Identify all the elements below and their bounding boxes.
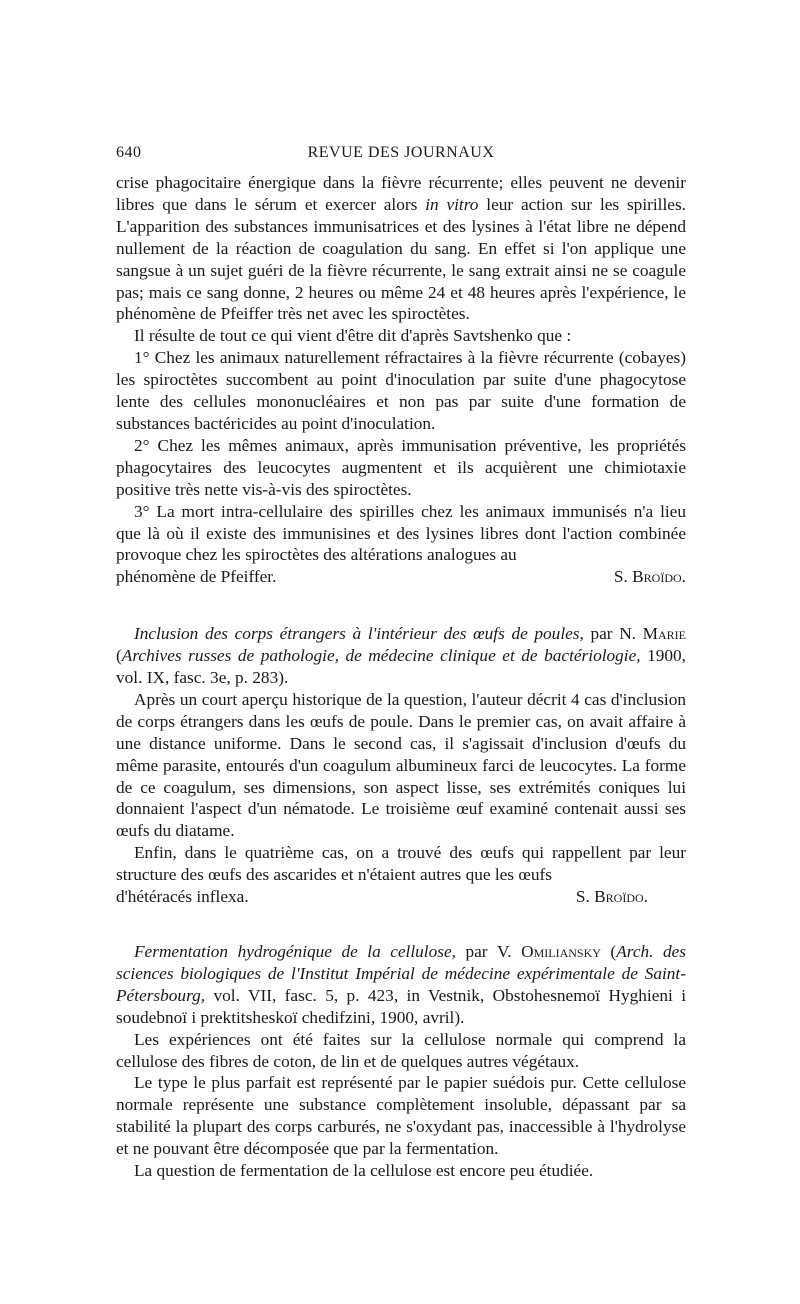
section-savtshenko bbox=[116, 172, 686, 588]
signature-line bbox=[116, 886, 686, 908]
paragraph: 3° La mort intra-cellulaire des spirilles chez les animaux immunisés n'a lieu que là où il existe des immunisines et des lysines libres dont l'action combinée provoque chez les spiroctètes des altérations analogues au bbox=[116, 501, 686, 565]
text-run: leur action sur les spirilles. L'apparition des substances immunisatrices et des lysines à l'état libre ne dépend nullement de la réaction de coagulation du sang. En effet si l'on applique une sangsue à un sujet guéri de la fièvre récurrente, le sang extrait ainsi ne se coagule pas; mais ce sang donne, 2 heures ou même 24 et 48 heures après l'expérience, le phénomène de Pfeiffer très net avec les spiroctètes. bbox=[116, 194, 686, 324]
text-run: par bbox=[583, 624, 613, 644]
author-signature: S. Broïdo. bbox=[613, 567, 686, 587]
paragraph: Les expériences ont été faites sur la cellulose normale qui comprend la cellulose des fibres de coton, de lin et de quelques autres végétaux. bbox=[116, 1029, 686, 1071]
author-signature: S. Broïdo. bbox=[575, 887, 648, 907]
text-run: par bbox=[455, 942, 498, 961]
paragraph-end: phénomène de Pfeiffer. bbox=[116, 567, 277, 587]
page-header bbox=[116, 144, 686, 172]
paragraph: Il résulte de tout ce qui vient d'être dit d'après Savtshenko que : bbox=[134, 326, 572, 346]
paragraph: 2° Chez les mêmes animaux, après immunisation préventive, les propriétés phagocytaires des leucocytes augmentent et ils acquièrent une chimiotaxie positive très nette vis-à-vis des spiroctètes. bbox=[116, 435, 686, 499]
text-run: crise phagocitaire énergique dans la fièvre récurrente; elles peuvent ne devenir libres que dans le sérum et exercer alors bbox=[116, 173, 686, 214]
article-author: N. Marie bbox=[619, 624, 687, 644]
article-citation: Inclusion des corps étrangers à l'intérieur des œufs de poules, par N. Marie (Archives russes de pathologie, de médecine clinique et de bactériologie, 1900, vol. IX, fasc. 3e, p. 283). bbox=[116, 624, 687, 688]
paragraph: Après un court aperçu historique de la question, l'auteur décrit 4 cas d'inclusion de corps étrangers dans les œufs de poule. Dans le premier cas, on avait affaire à une distance uniforme. Dans le second cas, il s'agissait d'inclusion d'œufs du même parasite, entourés d'un coagulum albumineux farci de leucocytes. La forme de ce coagulum, ses dimensions, son aspect lisse, ses extrémités coniques lui donnaient l'aspect d'un nématode. Le troisième œuf examiné contenait aussi ses œufs du diatame. bbox=[116, 689, 686, 841]
paragraph: 1° Chez les animaux naturellement réfractaires à la fièvre récurrente (cobayes) les spiroctètes succombent au point d'inoculation par suite d'une phagocytose lente des cellules mononucléaires et non pas par suite d'une formation de substances bactéricides au point d'inoculation. bbox=[116, 348, 686, 433]
article-citation: Fermentation hydrogénique de la cellulose, par V. Omiliansky (Arch. des sciences biologiques de l'Institut Impérial de médecine expérimentale de Saint-Pétersbourg, vol. VII, fasc. 5, p. 423, in Vestnik, Obstohesnemoï Hyghieni i soudebnoï i prektitsheskoï chedifzini, 1900, avril). bbox=[116, 942, 686, 1027]
paragraph: Enfin, dans le quatrième cas, on a trouvé des œufs qui rappellent par leur structure des œufs des ascarides et n'étaient autres que les œufs bbox=[116, 843, 686, 885]
paragraph: La question de fermentation de la cellulose est encore peu étudiée. bbox=[134, 1161, 594, 1181]
paragraph: Le type le plus parfait est représenté par le papier suédois pur. Cette cellulose normale représente une substance complètement insoluble, dépassant par sa stabilité la plupart des corps carburés, ne s'oxydant pas, inaccessible à l'hydrolyse et ne pouvant être décomposée que par la fermentation. bbox=[116, 1073, 686, 1159]
article-author: V. Omiliansky bbox=[497, 942, 601, 961]
paragraph-end: d'hétéracés inflexa. bbox=[116, 887, 249, 907]
article-title: Fermentation hydrogénique de la cellulose, bbox=[134, 942, 456, 961]
article-source: Arch. des sciences biologiques de l'Institut Impérial de médecine expérimentale de Saint-Pétersbourg, bbox=[116, 942, 686, 1005]
source-details: vol. VII, fasc. 5, p. 423, in Vestnik, Obstohesnemoï Hyghieni i soudebnoï i prektitsheskoï chedifzini, 1900, avril). bbox=[116, 985, 686, 1027]
section-inclusion bbox=[116, 623, 686, 908]
journal-page bbox=[116, 144, 686, 1182]
page-number: 640 bbox=[116, 144, 142, 161]
running-title: REVUE DES JOURNAUX bbox=[307, 144, 495, 161]
signature-line bbox=[116, 566, 686, 588]
section-fermentation bbox=[116, 941, 686, 1182]
article-source: Archives russes de pathologie, de médecine clinique et de bactériologie, bbox=[121, 646, 641, 666]
article-title: Inclusion des corps étrangers à l'intérieur des œufs de poules, bbox=[134, 624, 584, 644]
italic-run: in vitro bbox=[425, 194, 479, 214]
source-details: 1900, vol. IX, fasc. 3e, p. 283). bbox=[116, 646, 687, 688]
paragraph bbox=[116, 172, 686, 325]
